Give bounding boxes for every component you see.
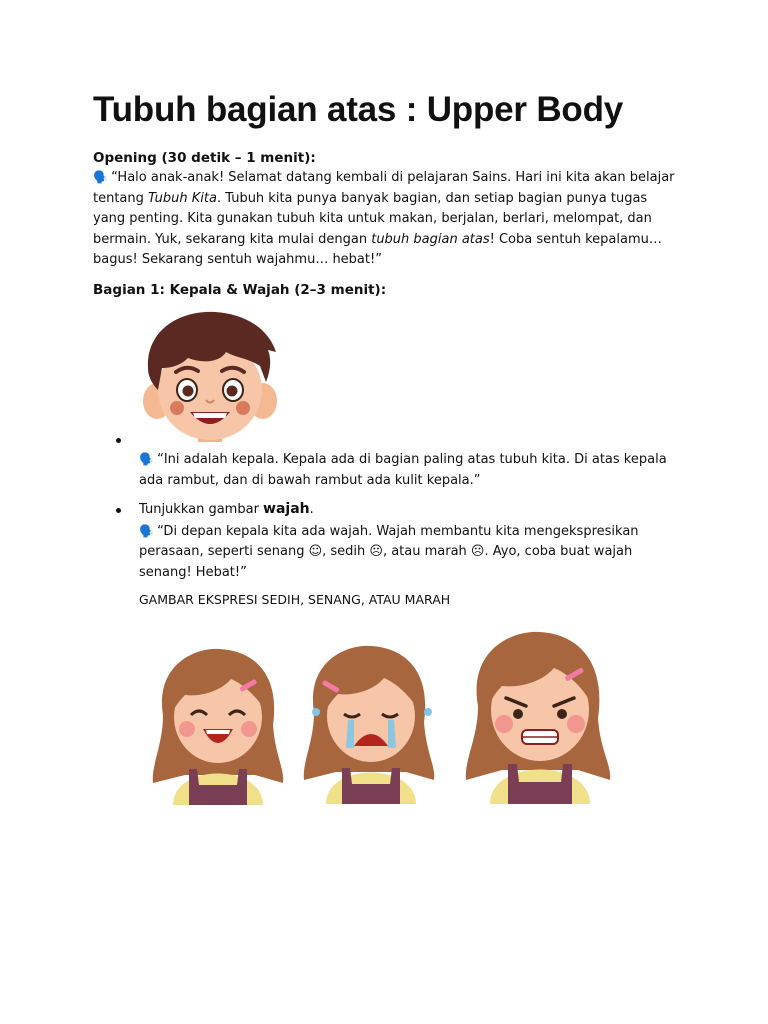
speaker-icon: 🗣️ [93,170,107,184]
girl-angry-illustration [456,628,624,804]
opening-paragraph [93,167,678,271]
opening-text-1: “Halo anak-anak! Selamat datang kembali di pelajaran Sains. Hari ini kita akan belajar tentang [93,170,675,206]
tear-drop-right [424,708,432,716]
section-heading-bagian-1: Bagian 1: Kepala & Wajah (2–3 menit): [93,282,387,298]
girl-happy-illustration [145,645,290,805]
opening-heading: Opening (30 detik – 1 menit): [93,150,316,166]
wajah-lead: Tunjukkan gambar [139,502,264,517]
girl-cheek-right [567,715,585,733]
opening-text-2: . Tubuh kita punya banyak bagian, dan setiap bagian punya tugas yang penting. Kita gunakan tubuh kita untuk makan, berjalan, berlari, melompat, dan bermain. Yuk, sekarang kita mulai dengan [93,190,652,247]
bullet-item-kepala [139,449,679,491]
boy-head-illustration [140,308,280,444]
speaker-icon: 🗣️ [139,452,153,466]
girl-sad-illustration [296,642,446,804]
girl-cheek-left [179,721,195,737]
bullet-item-wajah [139,499,679,583]
bullet-marker-2 [116,508,121,513]
tear-drop-left [312,708,320,716]
boy-cheek-right [236,401,250,415]
opening-emphasis-2: tubuh bagian atas [371,231,490,247]
opening-text-3: ! Coba sentuh kepalamu… bagus! Sekarang sentuh wajahmu… hebat!” [93,231,662,267]
girl-cheek-left [495,715,513,733]
girl-cheek-right [241,721,257,737]
girl-eye-left [513,709,523,719]
wajah-bold: wajah [263,501,310,517]
bullet-marker-1 [116,438,121,443]
wajah-text: “Di depan kepala kita ada wajah. Wajah membantu kita mengekspresikan perasaan, seperti senang ☺, sedih ☹, atau marah ☹. Ayo, coba buat wajah senang! Hebat!” [139,523,639,580]
boy-pupil-left [183,386,194,397]
girl-eye-right [557,709,567,719]
opening-emphasis-1: Tubuh Kita [148,190,217,206]
page-title: Tubuh bagian atas : Upper Body [93,90,624,129]
boy-pupil-right [227,386,238,397]
kepala-text: “Ini adalah kepala. Kepala ada di bagian paling atas tubuh kita. Di atas kepala ada rambut, dan di bawah rambut ada kulit kepala.” [139,452,667,488]
wajah-period: . [309,502,314,517]
expression-caption: GAMBAR EKSPRESI SEDIH, SENANG, ATAU MARAH [139,592,451,607]
boy-cheek-left [170,401,184,415]
boy-teeth [193,413,227,418]
speaker-icon: 🗣️ [139,523,153,538]
girl-teeth [206,730,230,734]
